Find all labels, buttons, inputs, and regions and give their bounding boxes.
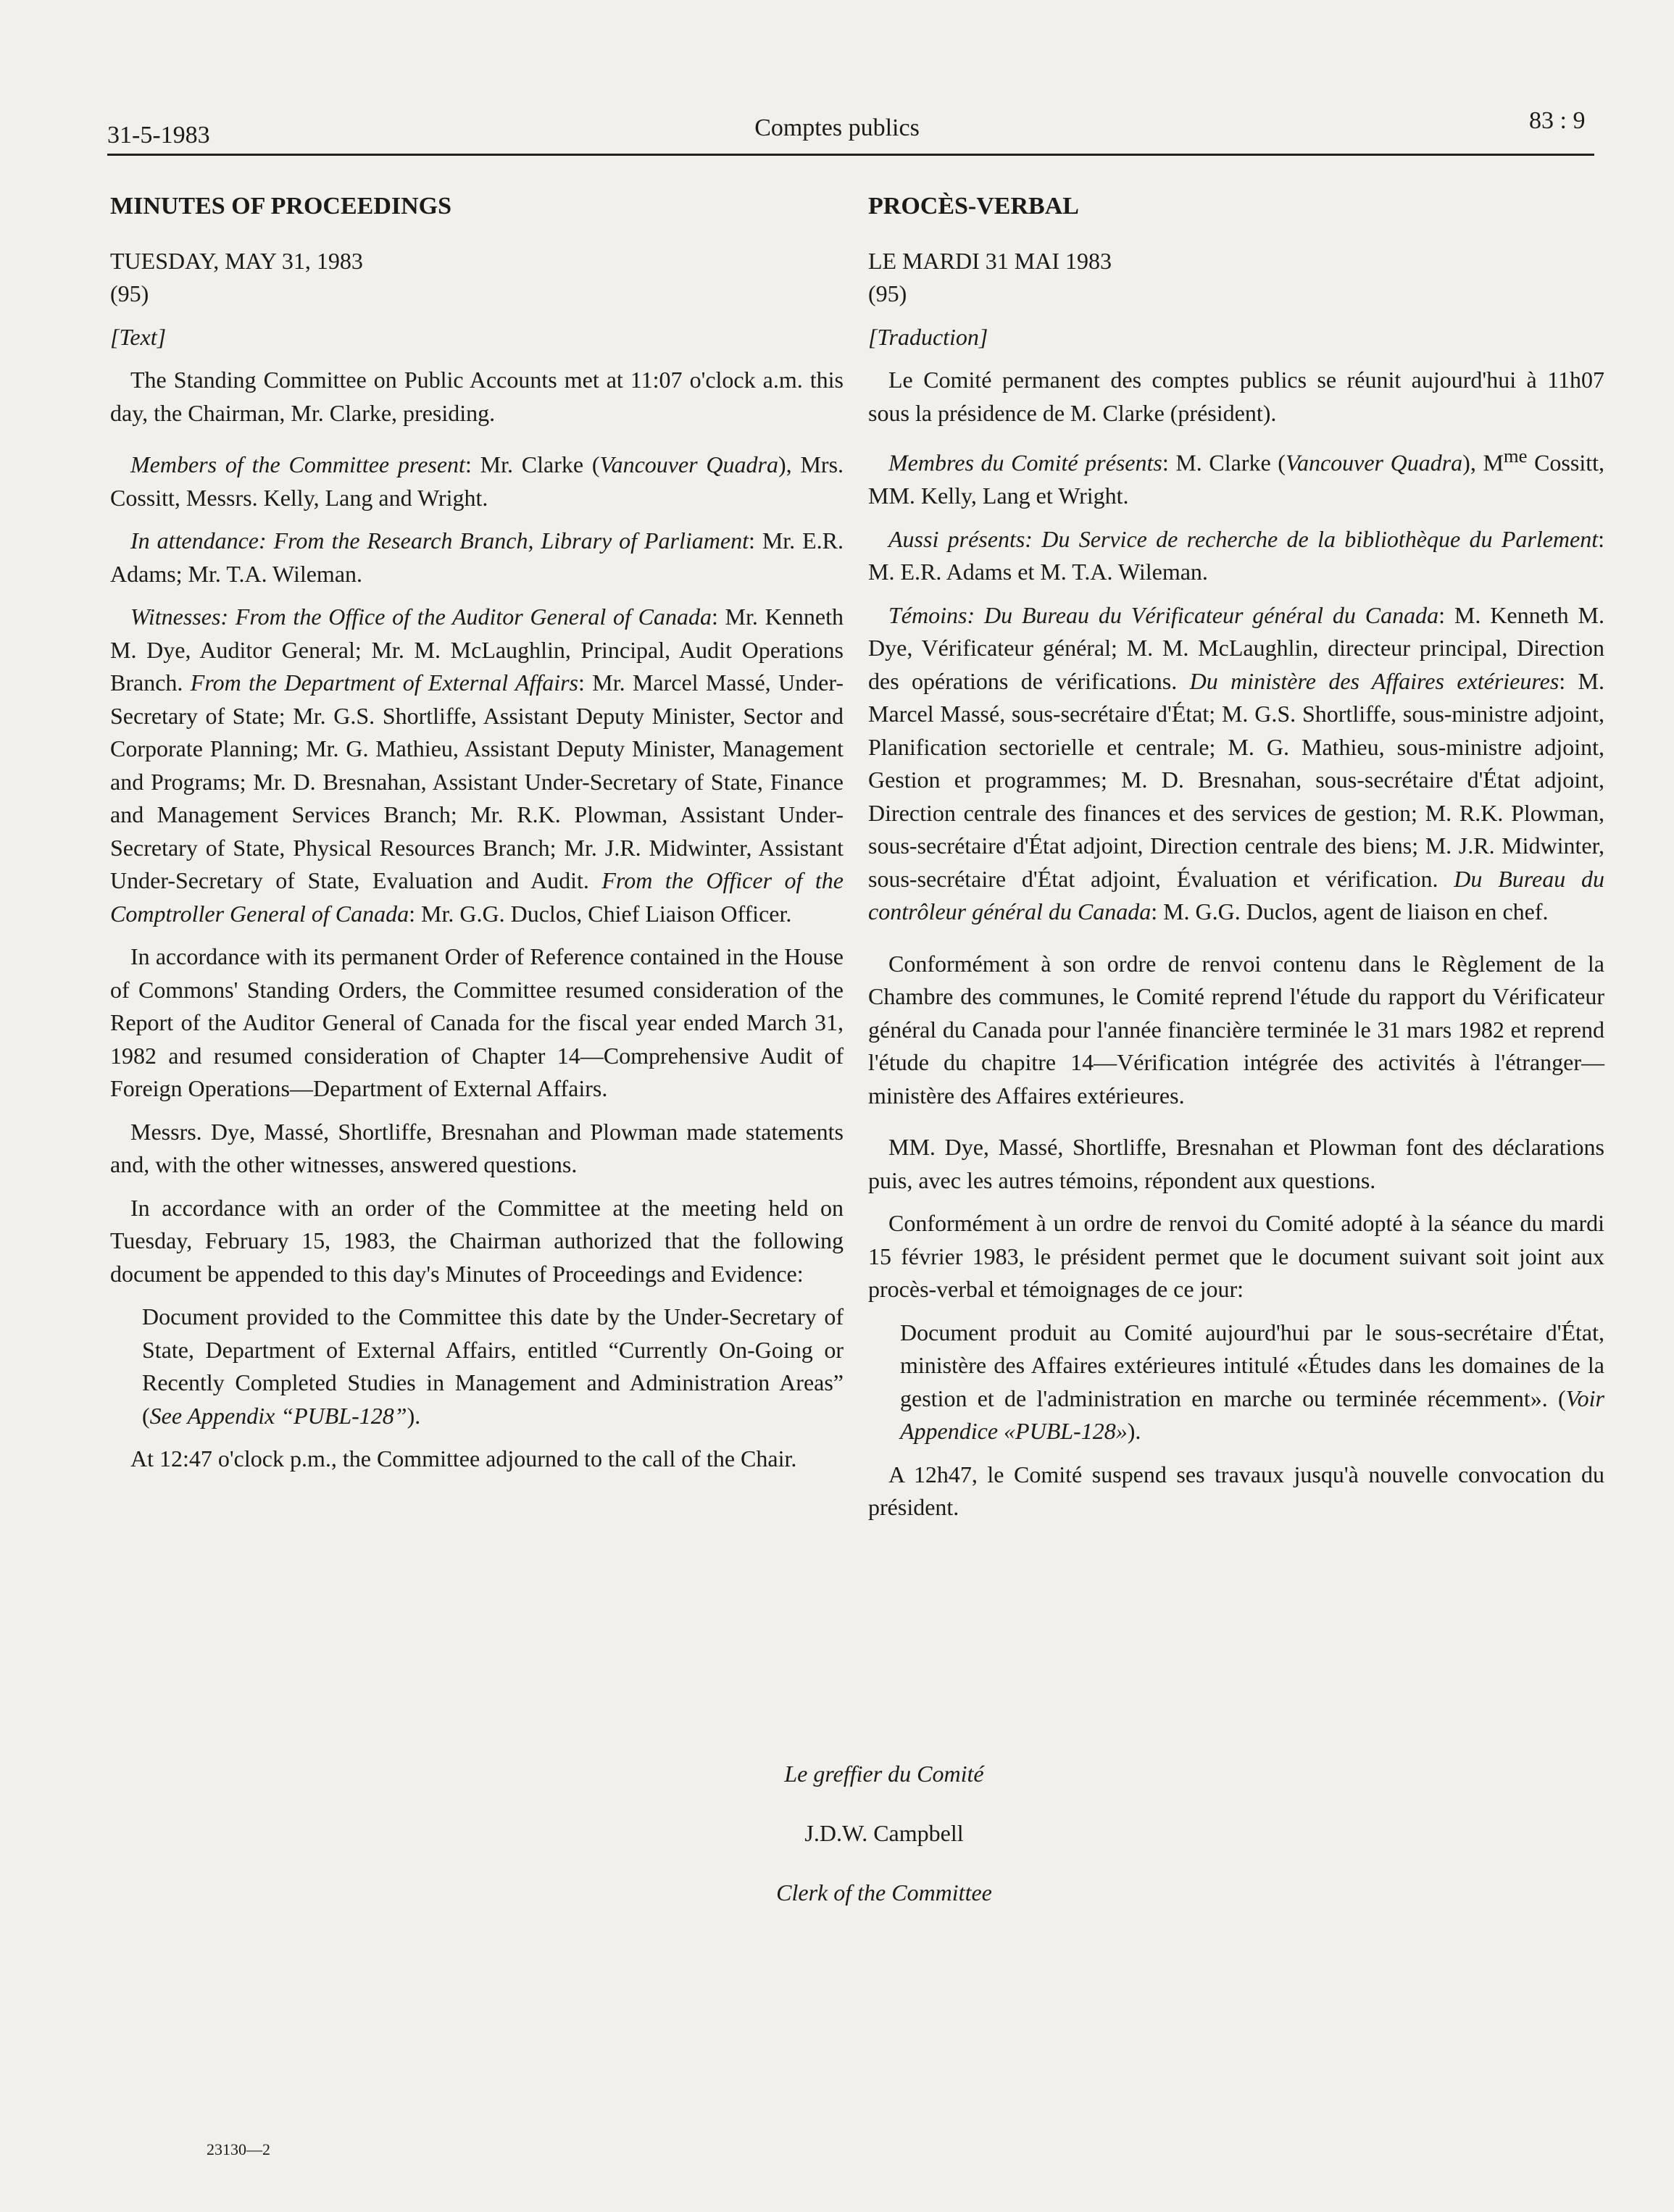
french-members-label: Membres du Comité présents <box>888 449 1162 476</box>
french-riding: Vancouver Quadra <box>1285 449 1463 476</box>
signature-name: J.D.W. Campbell <box>804 1820 964 1846</box>
english-members-paragraph: Members of the Committee present: Mr. Clarke (Vancouver Quadra), Mrs. Cossitt, Messrs. Kelly, Lang and Wright. <box>110 451 844 511</box>
header-date: 31-5-1983 <box>107 122 210 149</box>
french-members-paragraph: Membres du Comité présents: M. Clarke (Vancouver Quadra), $M^{me}$ Cossitt, MM. Kelly, Lang et Wright. <box>868 445 1604 509</box>
header-title: Comptes publics <box>754 114 920 141</box>
header-rule <box>107 154 1594 156</box>
french-heading: PROCÈS-VERBAL <box>868 193 1079 220</box>
french-appendix-paragraph: Conformément à un ordre de renvoi du Comité adopté à la séance du mardi 15 février 1983, le président permet que le document suivant soit joint aux procès-verbal et témoignages de ce jour: <box>868 1210 1604 1303</box>
english-statements-paragraph: Messrs. Dye, Massé, Shortliffe, Bresnahan and Plowman made statements and, with the other witnesses, answered questions. <box>110 1118 844 1177</box>
english-adjourn-paragraph: At 12:47 o'clock p.m., the Committee adjourned to the call of the Chair. <box>130 1445 797 1472</box>
french-witnesses-paragraph: Témoins: Du Bureau du Vérificateur général du Canada: M. Kenneth M. Dye, Vérificateur général; M. M. McLaughlin, directeur principal, Direction des opérations de vérifications. Du ministère des Affaires extérieures: M. Marcel Massé, sous-secrétaire d'État; M. G.S. Shortliffe, sous-ministre adjoint, Planification sectorielle et centrale; M. G. Mathieu, sous-ministre adjoint, Gestion et programmes; M. D. Bresnahan, sous-secrétaire d'État adjoint, Direction centrale des finances et des services de gestion; M. R.K. Plowman, sous-secrétaire d'État adjoint, Direction centrale des biens; M. J.R. Midwinter, sous-secrétaire d'État adjoint, Évaluation et vérification. Du Bureau du contrôleur général du Canada: M. G.G. Duclos, agent de liaison en chef. <box>868 601 1605 925</box>
english-order-paragraph: In accordance with its permanent Order of Reference contained in the House of Commons' Standing Orders, the Committee resumed consideration of the Report of the Auditor General of Canada for the fiscal year ended March 31, 1982 and resumed consideration of Chapter 14—Comprehensive Audit of Foreign Operations—Department of External Affairs. <box>110 943 844 1101</box>
french-attendance-paragraph: Aussi présents: Du Service de recherche de la bibliothèque du Parlement: M. E.R. Adams et M. T.A. Wileman. <box>868 525 1604 585</box>
english-text-note: [Text] <box>110 323 167 350</box>
english-members-label: Members of the Committee present <box>130 451 465 477</box>
english-heading: MINUTES OF PROCEEDINGS <box>110 193 452 220</box>
english-appendix-paragraph: In accordance with an order of the Committee at the meeting held on Tuesday, February 15, 1983, the Chairman authorized that the following document be appended to this day's Minutes of Proceedings and Evidence: <box>110 1194 844 1287</box>
french-column <box>868 190 1604 1535</box>
french-statements-paragraph: MM. Dye, Massé, Shortliffe, Bresnahan et Plowman font des déclarations puis, avec les autres témoins, répondent aux questions. <box>868 1134 1604 1193</box>
english-column <box>110 190 844 1486</box>
print-code: 23130—2 <box>207 2140 270 2158</box>
signature-english-title: Clerk of the Committee <box>776 1879 992 1906</box>
english-meeting-number: (95) <box>110 280 149 306</box>
english-riding: Vancouver Quadra <box>599 451 778 477</box>
english-attendance-paragraph: In attendance: From the Research Branch, Library of Parliament: Mr. E.R. Adams; Mr. T.A. Wileman. <box>110 527 844 587</box>
french-attendance-label: Aussi présents: Du Service de recherche de la bibliothèque du Parlement <box>888 525 1599 552</box>
french-order-paragraph: Conformément à son ordre de renvoi contenu dans le Règlement de la Chambre des communes, le Comité reprend l'étude du rapport du Vérificateur général du Canada pour l'année financière terminée le 31 mars 1982 et reprend l'étude du chapitre 14—Vérification intégrée des activités à l'étranger—ministère des Affaires extérieures. <box>868 950 1604 1109</box>
english-opening-paragraph: The Standing Committee on Public Accounts met at 11:07 o'clock a.m. this day, the Chairman, Mr. Clarke, presiding. <box>110 367 844 426</box>
header-page-number: 83 : 9 <box>1529 107 1586 134</box>
signature-french-title: Le greffier du Comité <box>784 1761 984 1787</box>
french-text-note: [Traduction] <box>868 323 988 350</box>
french-opening-paragraph: Le Comité permanent des comptes publics se réunit aujourd'hui à 11h07 sous la présidence de M. Clarke (président). <box>868 367 1604 426</box>
english-witnesses-paragraph: Witnesses: From the Office of the Auditor General of Canada: Mr. Kenneth M. Dye, Auditor General; Mr. M. McLaughlin, Principal, Audit Operations Branch. From the Department of External Affairs: Mr. Marcel Massé, Under-Secretary of State; Mr. G.S. Shortliffe, Assistant Deputy Minister, Sector and Corporate Planning; Mr. G. Mathieu, Assistant Deputy Minister, Management and Programs; Mr. D. Bresnahan, Assistant Under-Secretary of State, Finance and Management Services Branch; Mr. R.K. Plowman, Assistant Under-Secretary of State, Physical Resources Branch; Mr. J.R. Midwinter, Assistant Under-Secretary of State, Evaluation and Audit. From the Officer of the Comptroller General of Canada: Mr. G.G. Duclos, Chief Liaison Officer. <box>110 604 844 927</box>
english-document-paragraph: Document provided to the Committee this date by the Under-Secretary of State, Department of External Affairs, entitled “Currently On-Going or Recently Completed Studies in Management and Administration Areas” (See Appendix “PUBL-128”). <box>142 1303 844 1429</box>
french-meeting-number: (95) <box>868 280 907 306</box>
french-adjourn-paragraph: A 12h47, le Comité suspend ses travaux jusqu'à nouvelle convocation du président. <box>868 1461 1604 1521</box>
french-document-paragraph: Document produit au Comité aujourd'hui par le sous-secrétaire d'État, ministère des Affaires extérieures intitulé «Études dans les domaines de la gestion et de l'administration en marche ou terminée récemment». (Voir Appendice «PUBL-128»). <box>900 1319 1604 1445</box>
french-meeting-date: LE MARDI 31 MAI 1983 <box>868 247 1112 274</box>
english-meeting-date: TUESDAY, MAY 31, 1983 <box>110 247 363 274</box>
english-attendance-label: In attendance: From the Research Branch, Library of Parliament <box>130 527 749 554</box>
